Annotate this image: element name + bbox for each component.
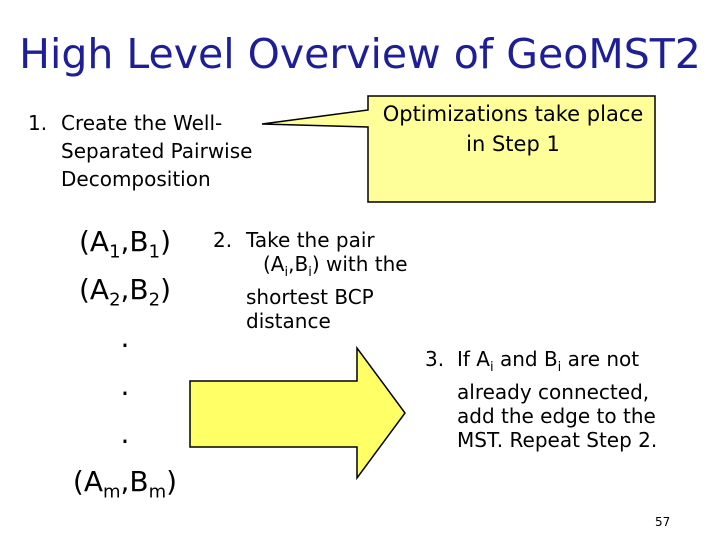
pair-item: $(A_m,B_m)$ [72,465,178,503]
step-3-number: 3. [425,347,445,371]
step-2-number: 2. [213,228,233,252]
step-1-number: 1. [28,111,48,135]
pair-item: $(A_2,B_2)$ [78,273,172,311]
step-1-text: Create the Well-Separated Pairwise Decomposition [61,111,253,191]
ellipsis-dot: . [120,321,130,354]
slide-title: High Level Overview of GeoMST2 [19,30,701,78]
callout-line-1: Optimizations take place [382,102,644,126]
callout-line-2: in Step 1 [466,132,560,156]
ellipsis-dot: . [120,369,130,402]
page-number: 57 [655,515,671,529]
ellipsis-dot: . [120,417,130,450]
pair-item: $(A_1,B_1)$ [78,225,172,263]
step-3-text: If $A_i$ and $B_i$ are not already connected, add the edge to the MST. Repeat Step 2. [457,347,658,452]
step-2-text: Take the pair $(A_i,B_i)$ with the shortest BCP distance [246,228,408,333]
